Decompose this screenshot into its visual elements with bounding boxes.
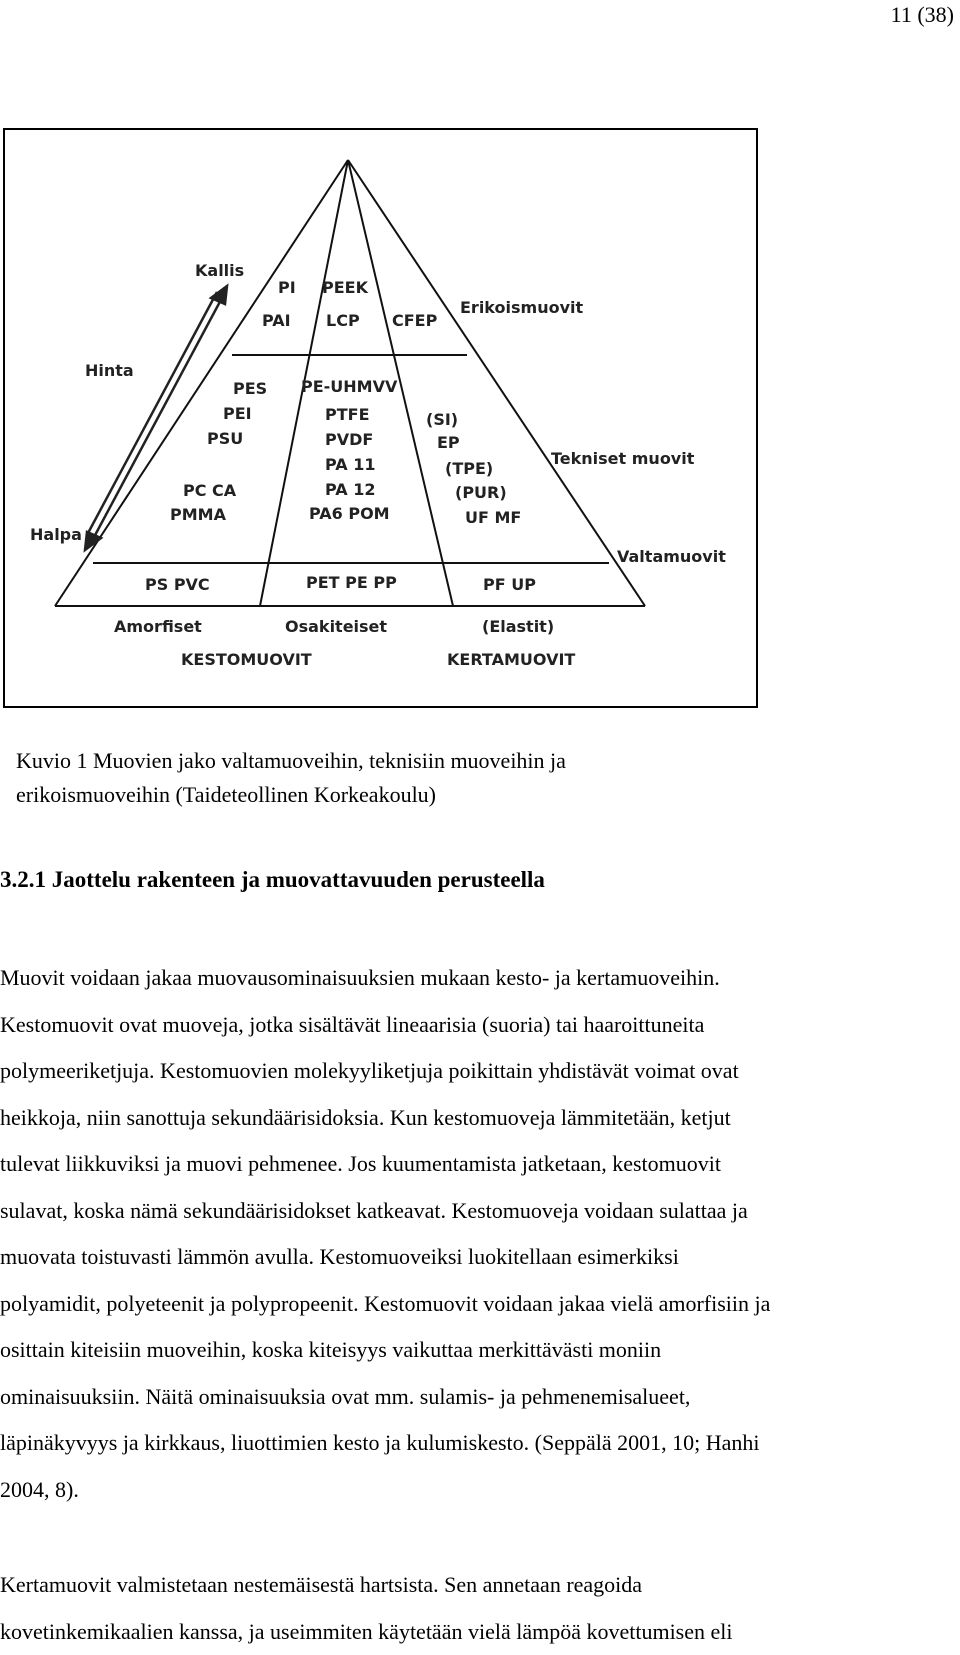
page-number: 11 (38) <box>891 2 954 28</box>
specialty-col2-item: LCP <box>326 311 360 330</box>
engineering-col3-item: EP <box>437 433 460 452</box>
specialty-col2-item: PEEK <box>322 278 369 297</box>
engineering-col2-item: PA 11 <box>325 455 375 474</box>
engineering-col3-item: (TPE) <box>445 459 493 478</box>
tier-label-specialty: Erikoismuovit <box>460 298 583 317</box>
text-line: ominaisuuksiin. Näitä ominaisuuksia ovat mm. sulamis- ja pehmenemisalueet, <box>0 1374 955 1421</box>
engineering-col2-item: PA6 POM <box>309 504 390 523</box>
specialty-col1-item: PAI <box>262 311 291 330</box>
text-line: muovata toistuvasti lämmön avulla. Kestomuoveiksi luokitellaan esimerkiksi <box>0 1234 955 1281</box>
elastomers-label: (Elastit) <box>482 617 554 636</box>
text-line: Kertamuovit valmistetaan nestemäisestä hartsista. Sen annetaan reagoida <box>0 1562 955 1609</box>
text-line: osittain kiteisiin muoveihin, koska kiteisyys vaikuttaa merkittävästi moniin <box>0 1327 955 1374</box>
semicrystalline-label: Osakiteiset <box>285 617 387 636</box>
paragraph-thermosets <box>0 1562 955 1655</box>
text-line: polyamidit, polyeteenit ja polypropeenit. Kestomuovit voidaan jakaa vielä amorfisiin ja <box>0 1281 955 1328</box>
text-line: sulavat, koska nämä sekundäärisidokset katkeavat. Kestomuoveja voidaan sulattaa ja <box>0 1188 955 1235</box>
specialty-col3-item: CFEP <box>392 311 438 330</box>
price-high-label: Kallis <box>195 261 244 280</box>
engineering-col3-item: (SI) <box>426 410 458 429</box>
commodity-col2-item: PET PE PP <box>306 573 397 592</box>
engineering-col2-item: PTFE <box>325 405 370 424</box>
plastics-pyramid-figure <box>3 128 758 708</box>
text-line: polymeeriketjuja. Kestomuovien molekyyliketjuja poikittain yhdistävät voimat ovat <box>0 1048 955 1095</box>
text-line: tulevat liikkuviksi ja muovi pehmenee. Jos kuumentamista jatketaan, kestomuovit <box>0 1141 955 1188</box>
section-heading: 3.2.1 Jaottelu rakenteen ja muovattavuuden perusteella <box>0 867 545 893</box>
price-axis-label: Hinta <box>85 361 134 380</box>
engineering-col2-item: PA 12 <box>325 480 375 499</box>
amorphous-label: Amorfiset <box>114 617 202 636</box>
engineering-col1-item: PSU <box>207 429 243 448</box>
caption-line: erikoismuoveihin (Taideteollinen Korkeakoulu) <box>16 778 916 812</box>
engineering-col1-item: PMMA <box>170 505 227 524</box>
engineering-col1-item: PEI <box>223 404 252 423</box>
commodity-col1-item: PS PVC <box>145 575 210 594</box>
thermoplastics-label: KESTOMUOVIT <box>181 650 312 669</box>
thermosets-label: KERTAMUOVIT <box>447 650 575 669</box>
tier-label-commodity: Valtamuovit <box>617 547 726 566</box>
paragraph-thermoplastics <box>0 955 955 1513</box>
commodity-col3-item: PF UP <box>483 575 536 594</box>
text-line: Kestomuovit ovat muoveja, jotka sisältävät lineaarisia (suoria) tai haaroittuneita <box>0 1002 955 1049</box>
engineering-col1-item: PC CA <box>183 481 237 500</box>
engineering-col3-item: (PUR) <box>455 483 507 502</box>
engineering-col3-item: UF MF <box>465 508 521 527</box>
price-arrow-shaft <box>93 296 223 539</box>
text-line: läpinäkyvyys ja kirkkaus, liuottimien kesto ja kulumiskesto. (Seppälä 2001, 10; Hanhi <box>0 1420 955 1467</box>
text-line: 2004, 8). <box>0 1467 955 1514</box>
figure-caption <box>16 744 916 812</box>
specialty-col1-item: PI <box>278 278 296 297</box>
tier-label-engineering: Tekniset muovit <box>551 449 695 468</box>
text-line: Muovit voidaan jakaa muovausominaisuuksien mukaan kesto- ja kertamuoveihin. <box>0 955 955 1002</box>
engineering-col2-item: PVDF <box>325 430 373 449</box>
engineering-col1-item: PES <box>233 379 267 398</box>
price-low-label: Halpa <box>30 525 82 544</box>
caption-line: Kuvio 1 Muovien jako valtamuoveihin, teknisiin muoveihin ja <box>16 744 916 778</box>
text-line: kovetinkemikaalien kanssa, ja useimmiten käytetään vielä lämpöä kovettumisen eli <box>0 1609 955 1655</box>
text-line: heikkoja, niin sanottuja sekundäärisidoksia. Kun kestomuoveja lämmitetään, ketjut <box>0 1095 955 1142</box>
engineering-col2-item: PE-UHMVV <box>301 377 398 396</box>
